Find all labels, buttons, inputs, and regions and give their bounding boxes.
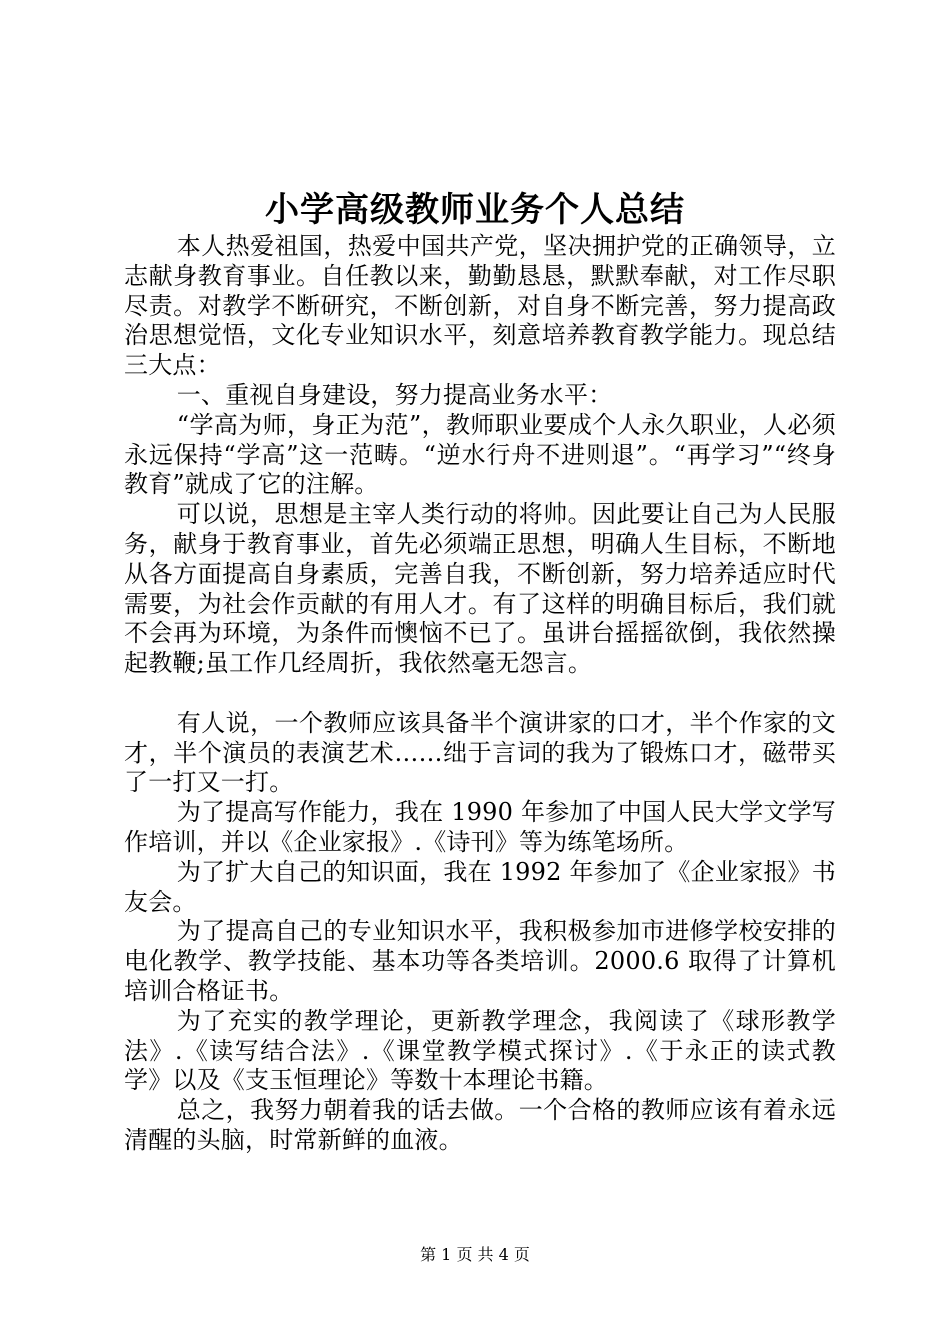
paragraph-writing: 为了提高写作能力，我在 1990 年参加了中国人民大学文学写作培训，并以《企业家报》.《诗刊》等为练笔场所。 bbox=[124, 798, 836, 856]
paragraph-conclusion: 总之，我努力朝着我的话去做。一个合格的教师应该有着永远清醒的头脑，时常新鲜的血液。 bbox=[124, 1096, 836, 1154]
paragraph-thought: 可以说，思想是主宰人类行动的将帅。因此要让自己为人民服务，献身于教育事业，首先必须端正思想，明确人生目标，不断地从各方面提高自身素质，完善自我，不断创新，努力培养适应时代需要，为社会作贡献的有用人才。有了这样的明确目标后，我们就不会再为环境，为条件而懊恼不已了。虽讲台摇摇欲倒，我依然操起教鞭;虽工作几经周折，我依然毫无怨言。 bbox=[124, 500, 836, 678]
paragraph-knowledge: 为了扩大自己的知识面，我在 1992 年参加了《企业家报》书友会。 bbox=[124, 857, 836, 916]
document-body bbox=[124, 232, 836, 1156]
document-title: 小学高级教师业务个人总结 bbox=[265, 190, 685, 230]
paragraph-theory: 为了充实的教学理论，更新教学理念，我阅读了《球形教学法》.《读写结合法》.《课堂教学模式探讨》.《于永正的读式教学》以及《支玉恒理论》等数十本理论书籍。 bbox=[124, 1006, 836, 1095]
paragraph-eloquence: 有人说，一个教师应该具备半个演讲家的口才，半个作家的文才，半个演员的表演艺术……绌于言词的我为了锻炼口才，磁带买了一打又一打。 bbox=[124, 708, 836, 797]
paragraph-quote: “学高为师，身正为范”，教师职业要成个人永久职业，人必须永远保持“学高”这一范畴。“逆水行舟不进则退”。“再学习”“终身教育”就成了它的注解。 bbox=[124, 410, 836, 499]
section-heading-1: 一、重视自身建设，努力提高业务水平： bbox=[176, 380, 613, 409]
page-number-footer: 第 1 页 共 4 页 bbox=[420, 1245, 530, 1264]
paragraph-intro: 本人热爱祖国，热爱中国共产党，坚决拥护党的正确领导，立志献身教育事业。自任教以来，勤勤恳恳，默默奉献，对工作尽职尽责。对教学不断研究，不断创新，对自身不断完善，努力提高政治思想觉悟，文化专业知识水平，刻意培养教育教学能力。现总结三大点： bbox=[124, 232, 836, 380]
paragraph-training: 为了提高自己的专业知识水平，我积极参加市进修学校安排的电化教学、教学技能、基本功等各类培训。2000.6 取得了计算机培训合格证书。 bbox=[124, 917, 836, 1005]
